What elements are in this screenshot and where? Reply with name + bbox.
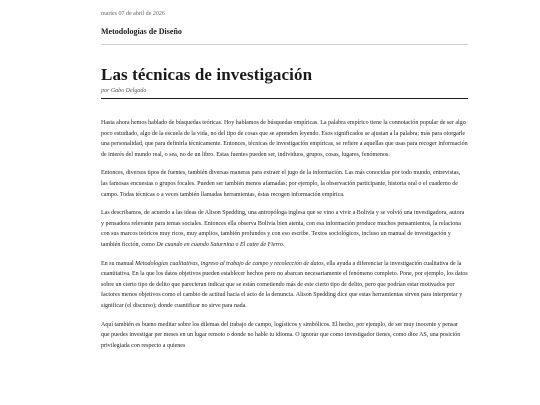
post-content: [101, 118, 468, 351]
header-divider: [101, 44, 468, 45]
header-date: martes 07 de abril de 2026: [101, 11, 165, 17]
title-divider: [101, 98, 468, 99]
blog-name-link[interactable]: Metodologías de Diseño: [101, 27, 182, 36]
post-byline: por Gabo Delgado: [101, 88, 147, 94]
paragraph-3-text-a: Las describamos, de acuerdo a las ideas de Alison Spedding, una antropóloga inglesa que se vino a vivir a Bolivia y se volvió una investigadora, autora y pensadora relevante para temas sociales. Entonces ella observa Bolivia bien atenta, con esa información produce muchos pensamientos, la relaciona con sus marcos teóricos muy ricos, muy amplios, también profundos y con eso escribe. Textos sociológicos, incluso un manual de investigación y también ficción, como: [101, 210, 465, 248]
paragraph-1: Hasta ahora hemos hablado de búsquedas teóricas. Hoy hablamos de búsquedas empíricas. La palabra empírico tiene la connotación popular de ser algo poco estudiado, algo de la escuela de la vida, no del tipo de cosas que se aprenden leyendo. Esos significados se ajustan a la palabra; más para otorgarle una personalidad, que para definirla técnicamente. Entonces, técnicas de investigación empíricas, se refiere a aquellas que usas para recoger información de interés del mundo real, o sea, no de un libro. Estas fuentes pueden ser, individuos, grupos, cosas, lugares, fenómenos.: [101, 120, 468, 158]
book-title-saturnina: De cuando en cuando Saturnina: [156, 241, 234, 248]
paragraph-4-text-a: En su manual: [101, 260, 136, 267]
paragraph-3-text-c: o: [233, 241, 240, 248]
manual-title: Metodologías cualitativas, ingreso al trabajo de campo y recolección de datos: [135, 260, 324, 267]
paragraph-2: Entonces, diversos tipos de fuentes, también diversas maneras para extraer el jugo de la información. Las más conocidas por todo mundo, entrevistas, las famosas encuestas o grupos focales. Pueden ser también menos afamadas; por ejemplo, la observación participante, historia oral o el cuaderno de campo. Todas técnicas o a veces también llamadas herramientas, éstas recogen información empírica.: [101, 170, 461, 198]
paragraph-5: Aquí también es bueno meditar sobre los dilemas del trabajo de campo, logísticos y simbólicos. El hecho, por ejemplo, de ser muy inocente y pensar que puedes investigar per meses en un lugar remoto o donde no hable tu idioma. O ignorar que como investigador tienes, como dice AS, una posición privilegiada con respecto a quienes: [101, 321, 461, 349]
blog-page: [101, 0, 468, 351]
post-title: Las técnicas de investigación: [101, 65, 313, 84]
paragraph-4: [101, 259, 468, 312]
paragraph-3-text-e: .: [283, 241, 285, 248]
paragraph-4-text-c: , ella ayuda a diferenciar la investigación cualitativa de la cuantitativa. En la que los datos objetivos pueden establecer hechos pero no abarcan necesariamente el fenómeno completo. Pone, por ejemplo, los datos sobre un cierto tipo de delito que parecieran indicar que se están cometiendo más de este cierto tipo de delito, pero que podrían estar motivados por factores menos objetivos como el cambio de actitud hacia el acto de la denuncia. Alison Spedding dice que estas herramientas sirven para interpretar y significar (el discurso); donde cuantificar no sirve para nada.: [101, 260, 468, 309]
paragraph-3: [101, 208, 468, 250]
book-title-catre-de-fierro: El catre de Fierro: [239, 241, 284, 248]
